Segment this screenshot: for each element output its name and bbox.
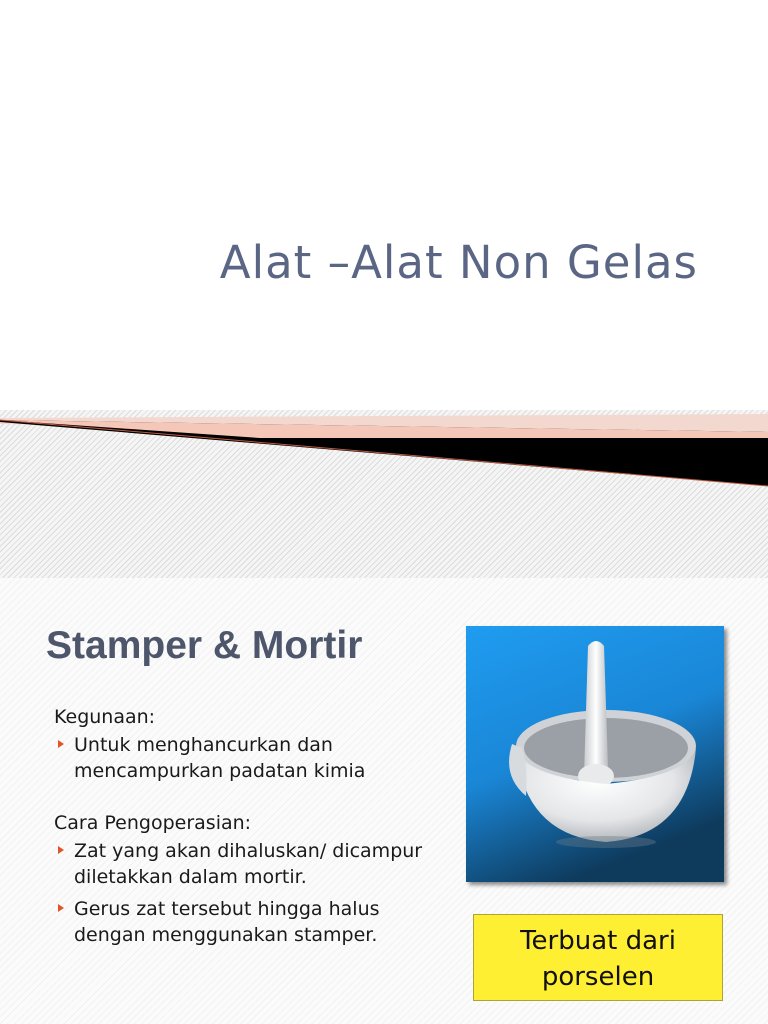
operation-list bbox=[54, 838, 454, 948]
section-heading-operation: Cara Pengoperasian: bbox=[54, 812, 252, 834]
decorative-swoosh bbox=[0, 410, 768, 500]
slide-title: Alat –Alat Non Gelas bbox=[219, 236, 698, 289]
slide-body bbox=[54, 704, 454, 954]
slide-heading: Stamper & Mortir bbox=[46, 624, 363, 667]
material-note: Terbuat dari porselen bbox=[473, 914, 723, 1001]
list-item: Zat yang akan dihaluskan/ dicampur diletakkan dalam mortir. bbox=[54, 838, 454, 890]
list-item: Gerus zat tersebut hingga halus dengan menggunakan stamper. bbox=[54, 896, 454, 948]
section-heading-usage: Kegunaan: bbox=[54, 706, 156, 728]
content-slide bbox=[0, 578, 768, 1024]
usage-list bbox=[54, 732, 454, 784]
list-item: Untuk menghancurkan dan mencampurkan padatan kimia bbox=[54, 732, 454, 784]
mortar-and-pestle-photo bbox=[466, 626, 724, 882]
